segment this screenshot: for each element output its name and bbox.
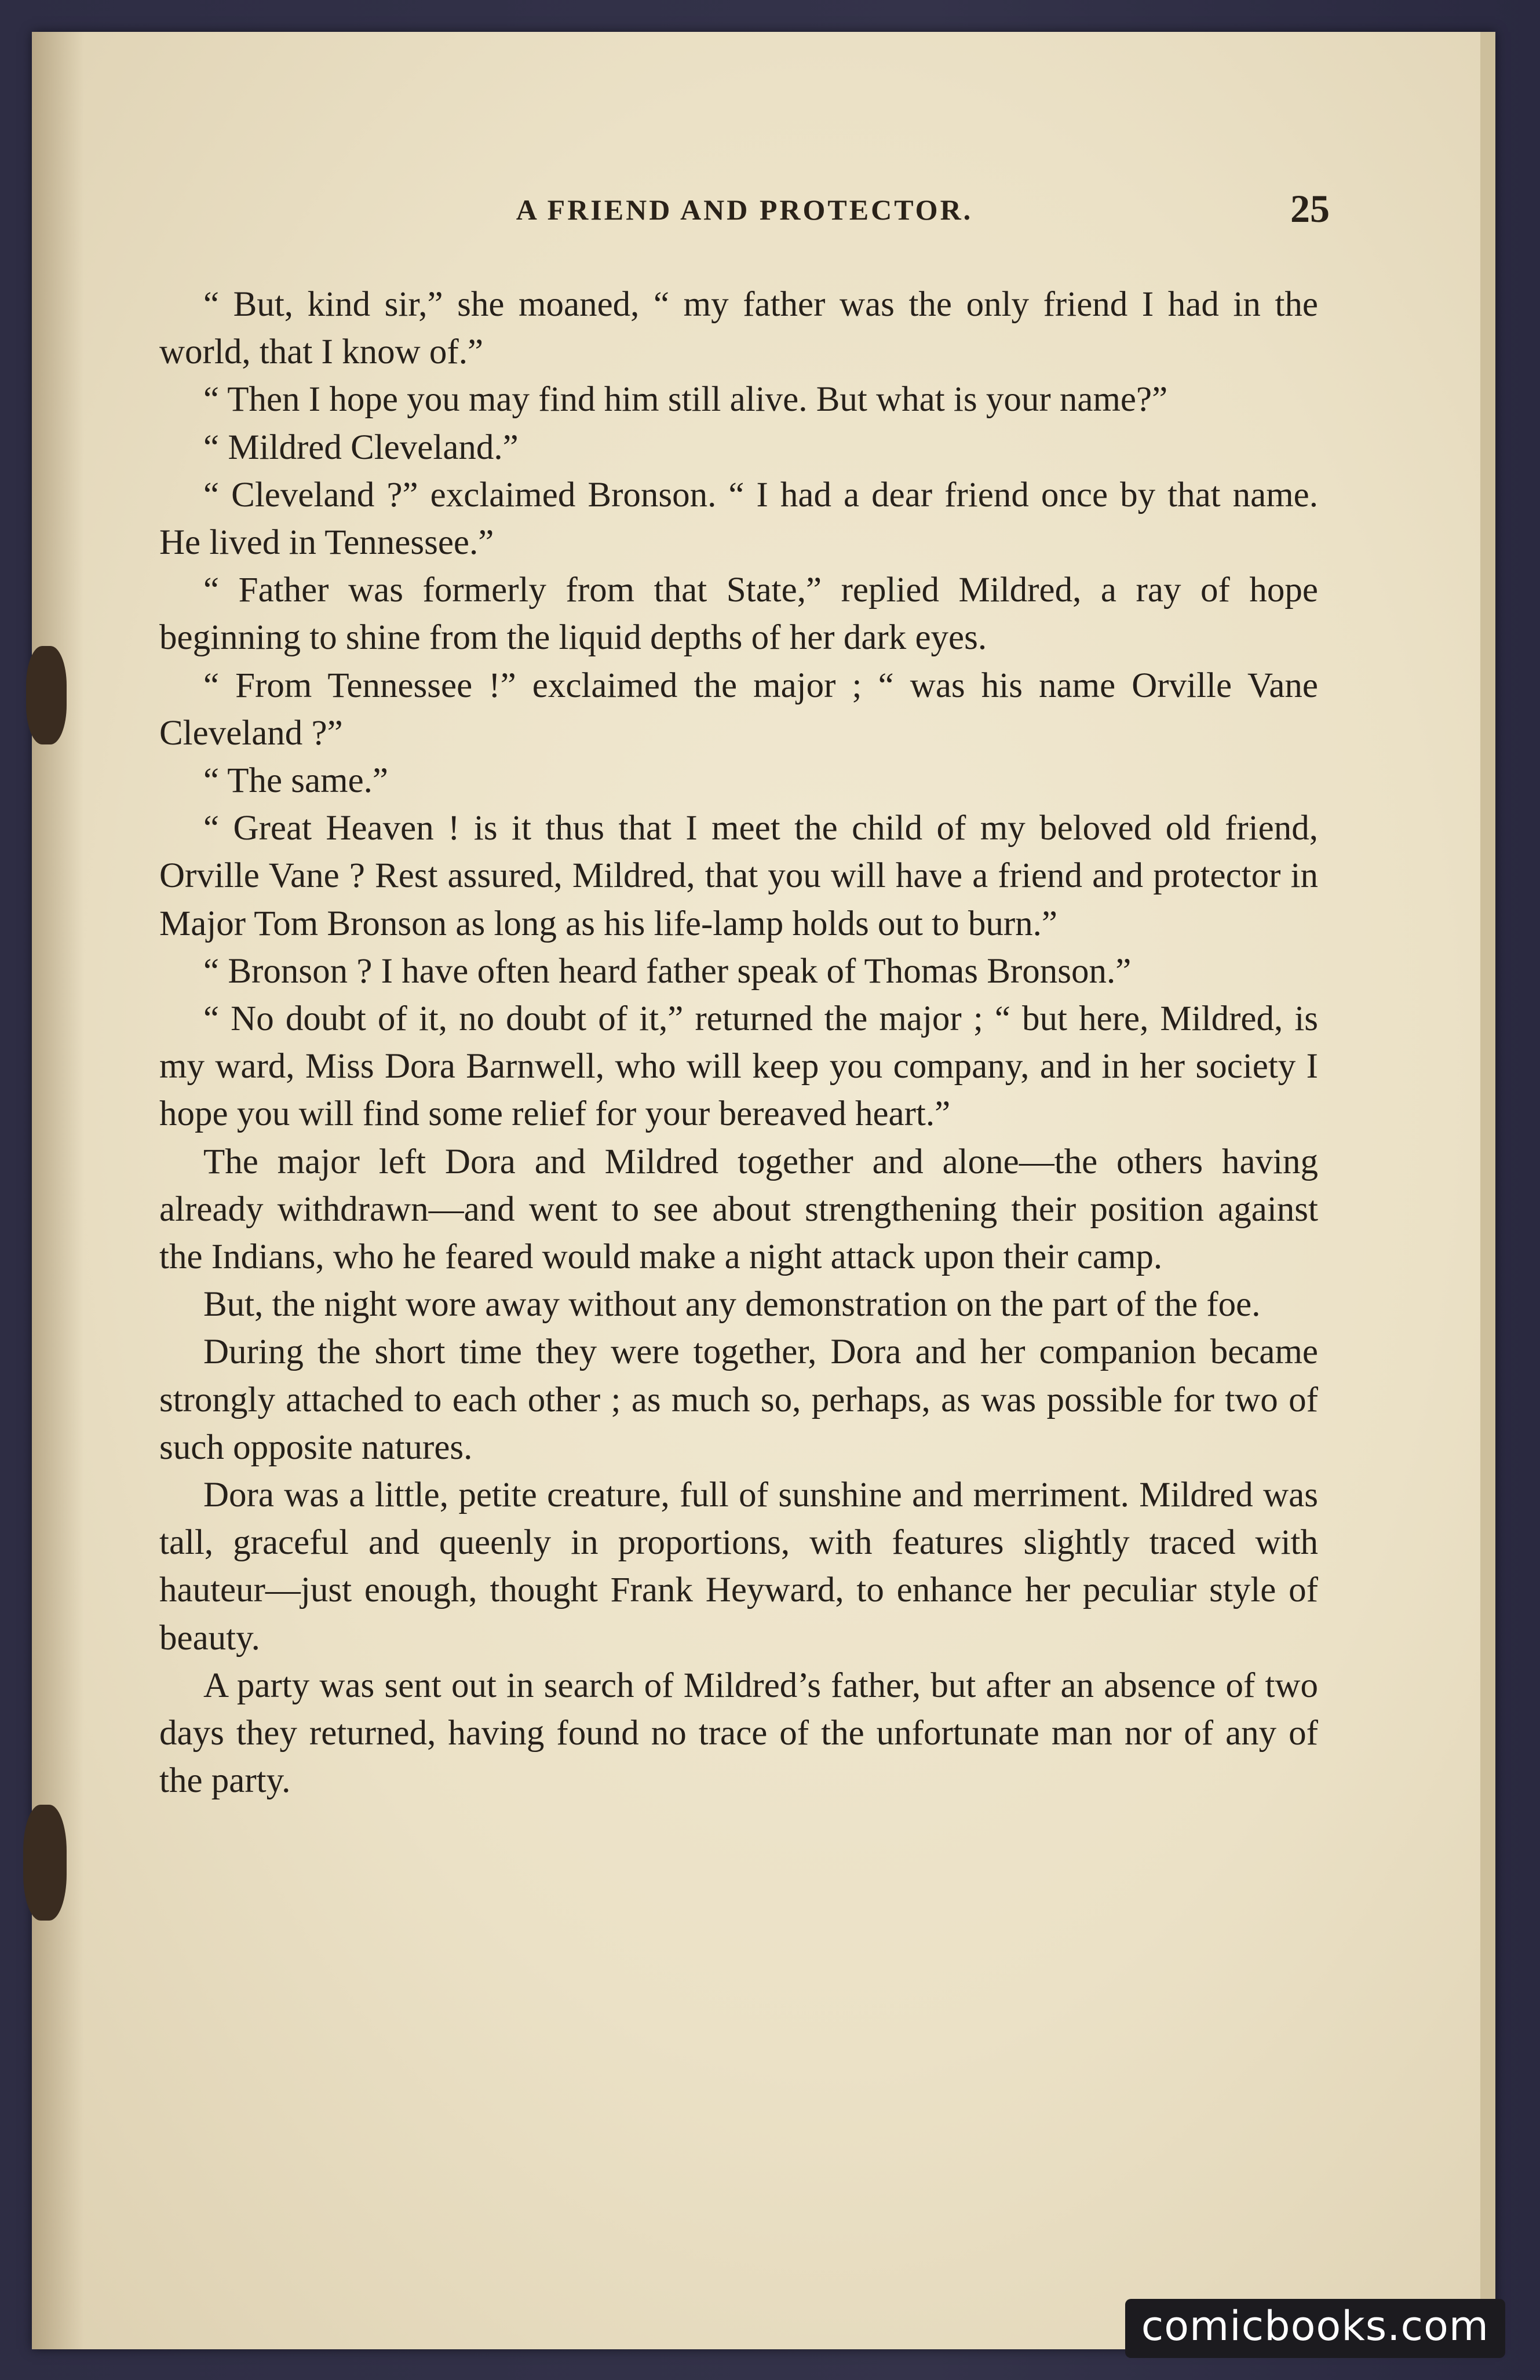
paragraph: “ Cleveland ?” exclaimed Bronson. “ I had a dear friend once by that name. He lived in Tennessee.” [159, 475, 1318, 563]
paragraph: “ No doubt of it, no doubt of it,” returned the major ; “ but here, Mildred, is my ward, Miss Dora Barnwell, who will keep you company, and in her society I hope you will find some relief for your bereaved heart.” [159, 999, 1318, 1134]
spine-shadow [32, 32, 84, 2349]
body-text [159, 281, 1318, 1805]
site-watermark: comicbooks.com [1125, 2299, 1505, 2358]
paragraph: But, the night wore away without any demonstration on the part of the foe. [203, 1285, 1261, 1324]
paragraph: “ Father was formerly from that State,” replied Mildred, a ray of hope beginning to shine from the liquid depths of her dark eyes. [159, 571, 1318, 658]
paragraph: “ But, kind sir,” she moaned, “ my father was the only friend I had in the world, that I know of.” [159, 285, 1318, 372]
running-head [165, 165, 1330, 240]
page-number: 25 [1290, 187, 1330, 231]
running-title: A FRIEND AND PROTECTOR. [516, 194, 973, 226]
binding-hole-lower [23, 1805, 67, 1921]
paragraph: “ Bronson ? I have often heard father speak of Thomas Bronson.” [203, 951, 1132, 991]
paragraph: The major left Dora and Mildred together and alone—the others having already withdrawn—and went to see about strengthening their position against the Indians, who he feared would make a night attack upon their camp. [159, 1142, 1318, 1277]
paragraph: “ The same.” [203, 761, 388, 801]
paragraph: “ Then I hope you may find him still alive. But what is your name?” [203, 380, 1168, 419]
paragraph: “ Great Heaven ! is it thus that I meet the child of my beloved old friend, Orville Vane ? Rest assured, Mildred, that you will have a friend and protector in Major Tom Bronson as long as his life-lamp holds out to burn.” [159, 809, 1318, 943]
paragraph: “ From Tennessee !” exclaimed the major ; “ was his name Orville Vane Cleveland ?” [159, 666, 1318, 753]
paragraph: “ Mildred Cleveland.” [203, 428, 519, 467]
paragraph: During the short time they were together, Dora and her companion became strongly attached to each other ; as much so, perhaps, as was possible for two of such opposite natures. [159, 1333, 1318, 1467]
paragraph: Dora was a little, petite creature, full of sunshine and merriment. Mildred was tall, graceful and queenly in proportions, with features slightly traced with hauteur—just enough, thought Frank Heyward, to enhance her peculiar style of beauty. [159, 1476, 1318, 1658]
paragraph: A party was sent out in search of Mildred’s father, but after an absence of two days they returned, having found no trace of the unfortunate man nor of any of the party. [159, 1666, 1318, 1801]
book-page [32, 32, 1495, 2349]
binding-hole-upper [26, 646, 67, 744]
